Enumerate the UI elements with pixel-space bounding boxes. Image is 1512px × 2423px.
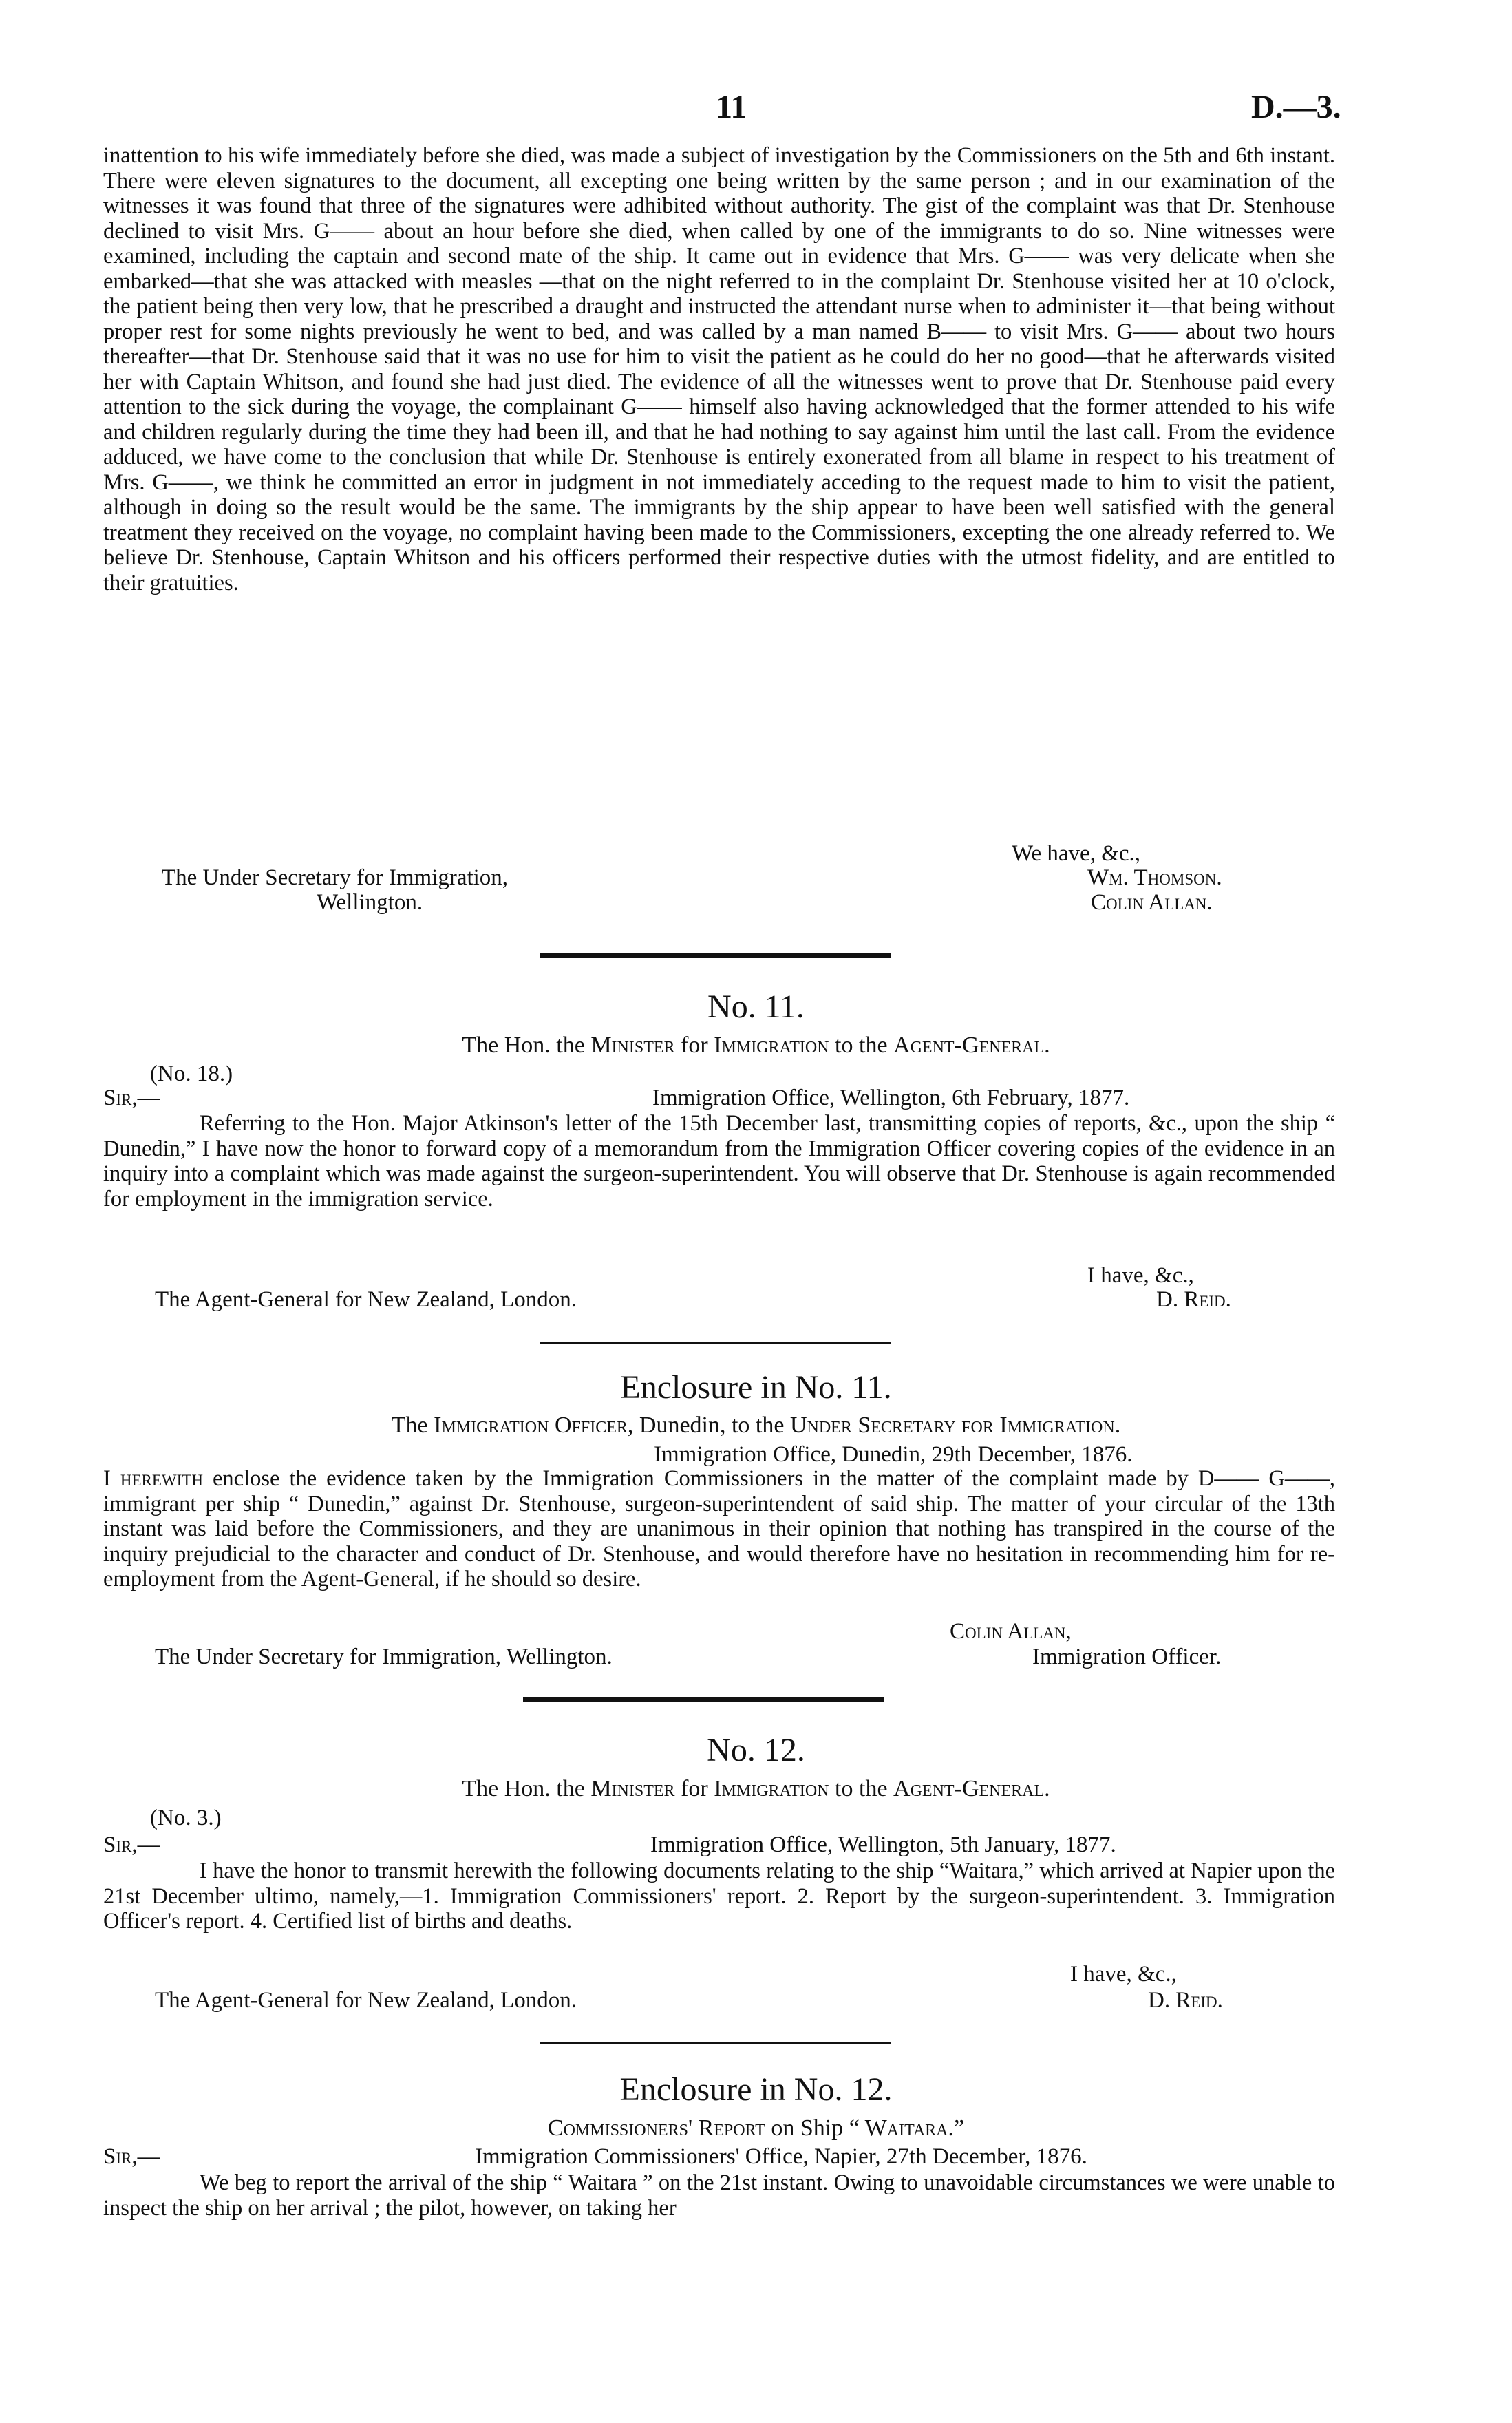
top-paragraph: inattention to his wife immediately before she died, was made a subject of investigation by the Commissioners on the 5th and 6th instant. There were eleven signatures to the document, all excepting one being written by the same person ; and in our examination of the witnesses it was found that three of the signatures were adhibited without authority. The gist of the complaint was that Dr. Stenhouse declined to visit Mrs. G—— about an hour before she died, when called by one of the immigrants to do so. Nine witnesses were examined, including the captain and second mate of the ship. It came out in evidence that Mrs. G—— was very delicate when she embarked—that she was attacked with measles —that on the night referred to in the complaint Dr. Stenhouse visited her at 10 o'clock, the patient being then very low, that he prescribed a draught and instructed the attendant nurse when to administer it—that being without proper rest for some nights previously he went to bed, and was called by a man named B—— to visit Mrs. G—— about two hours thereafter—that Dr. Stenhouse said that it was no use for him to visit the patient as he could do her no good—that he afterwards visited her with Captain Whitson, and found she had just died. The evidence of all the witnesses went to prove that Dr. Stenhouse paid every attention to the sick during the voyage, the complainant G—— himself also having acknowledged that the former attended to his wife and children regularly during the time they had been ill, and that he had nothing to say against him until the last call. From the evidence adduced, we have come to the conclusion that while Dr. Stenhouse is entirely exonerated from all blame in respect to his treatment of Mrs. G——, we think he committed an error in judgment in not immediately acceding to the request made to him to visit the patient, although in doing so the result would be the same. The immigrants by the ship appear to have been well satisfied with the general treatment they received on the voyage, no complaint having been made to the Commissioners, excepting the one already referred to. We believe Dr. Stenhouse, Captain Whitson and his officers performed their respective duties with the utmost fidelity, and are entitled to their gratuities.	[103, 143, 1335, 595]
no11-salutation: Sir,—	[103, 1086, 160, 1110]
enc12-salutation: Sir,—	[103, 2144, 160, 2169]
no11-closing: I have, &c.,	[1087, 1263, 1194, 1288]
enc12-dateline: Immigration Commissioners' Office, Napier, 27th December, 1876.	[475, 2144, 1087, 2169]
no12-ref: (No. 3.)	[150, 1806, 222, 1830]
no12-title: No. 12.	[707, 1732, 805, 1768]
page-number: 11	[716, 89, 747, 125]
no11-addressee: The Agent-General for New Zealand, London.	[155, 1287, 577, 1312]
no12-body-wrap	[103, 1859, 1335, 1934]
enc11-signer-title: Immigration Officer.	[1032, 1644, 1222, 1669]
no11-dateline: Immigration Office, Wellington, 6th February, 1877.	[652, 1086, 1130, 1110]
document-reference: D.—3.	[1251, 89, 1341, 125]
enc11-dateline: Immigration Office, Dunedin, 29th December, 1876.	[654, 1442, 1133, 1467]
enc11-body-wrap	[103, 1466, 1335, 1592]
enc12-title: Enclosure in No. 12.	[619, 2071, 893, 2108]
section-divider	[540, 1342, 891, 1344]
top-addressee-line-2: Wellington.	[317, 890, 423, 915]
no12-addressee: The Agent-General for New Zealand, London.	[155, 1988, 577, 2013]
no12-subtitle: The Hon. the Minister for Immigration to the Agent-General.	[462, 1776, 1050, 1801]
top-section	[103, 143, 1335, 595]
top-signer-2: Colin Allan.	[1091, 890, 1213, 915]
enc11-body: I herewith enclose the evidence taken by the Immigration Commissioners in the matter of the complaint made by D—— G——, immigrant per ship “ Dunedin,” against Dr. Stenhouse, surgeon-superintendent of said ship. The matter of your circular of the 13th instant was laid before the Commissioners, and they are unanimous in their opinion that nothing has transpired in the course of the inquiry prejudicial to the character and conduct of Dr. Stenhouse, and would therefore have no hesitation in recommending him for re-employment from the Agent-General, if he should so desire.	[103, 1466, 1336, 1591]
section-divider	[523, 1697, 884, 1702]
top-closing: We have, &c.,	[1012, 841, 1141, 866]
section-divider	[540, 953, 891, 958]
no11-body: Referring to the Hon. Major Atkinson's letter of the 15th December last, transmitting copies of reports, &c., upon the ship “ Dunedin,” I have now the honor to forward copy of a memorandum from the Immigration Officer covering copies of the evidence in an inquiry into a complaint which was made against the surgeon-superintendent. You will observe that Dr. Stenhouse is again recommended for employment in the immigration service.	[103, 1111, 1335, 1212]
top-signer-1: Wm. Thomson.	[1087, 865, 1222, 890]
enc12-subtitle: Commissioners' Report on Ship “ Waitara.”	[547, 2115, 965, 2141]
no11-signer: D. Reid.	[1156, 1287, 1231, 1312]
enc11-title: Enclosure in No. 11.	[620, 1369, 892, 1406]
no12-body: I have the honor to transmit herewith the following documents relating to the ship “Waitara,” which arrived at Napier upon the 21st December ultimo, namely,—1. Immigration Commissioners' report. 2. Report by the surgeon-superintendent. 3. Immigration Officer's report. 4. Certified list of births and deaths.	[103, 1859, 1335, 1934]
no12-closing: I have, &c.,	[1070, 1962, 1177, 1987]
enc11-addressee: The Under Secretary for Immigration, Wellington.	[155, 1644, 613, 1669]
enc12-body: We beg to report the arrival of the ship “ Waitara ” on the 21st instant. Owing to unavoidable circumstances we were unable to inspect the ship on her arrival ; the pilot, however, on taking her	[103, 2170, 1335, 2221]
top-addressee-line-1: The Under Secretary for Immigration,	[162, 865, 509, 890]
enc11-signer: Colin Allan,	[950, 1619, 1072, 1644]
no12-dateline: Immigration Office, Wellington, 5th January, 1877.	[650, 1832, 1116, 1857]
no11-title: No. 11.	[707, 988, 805, 1025]
enc12-body-wrap	[103, 2170, 1335, 2221]
no11-subtitle: The Hon. the Minister for Immigration to the Agent-General.	[462, 1033, 1050, 1058]
enc11-subtitle: The Immigration Officer, Dunedin, to the Under Secretary for Immigration.	[391, 1412, 1121, 1438]
section-divider	[540, 2042, 891, 2044]
no11-ref: (No. 18.)	[150, 1061, 233, 1086]
no12-salutation: Sir,—	[103, 1832, 160, 1857]
no11-body-wrap	[103, 1111, 1335, 1212]
no12-signer: D. Reid.	[1148, 1988, 1223, 2013]
